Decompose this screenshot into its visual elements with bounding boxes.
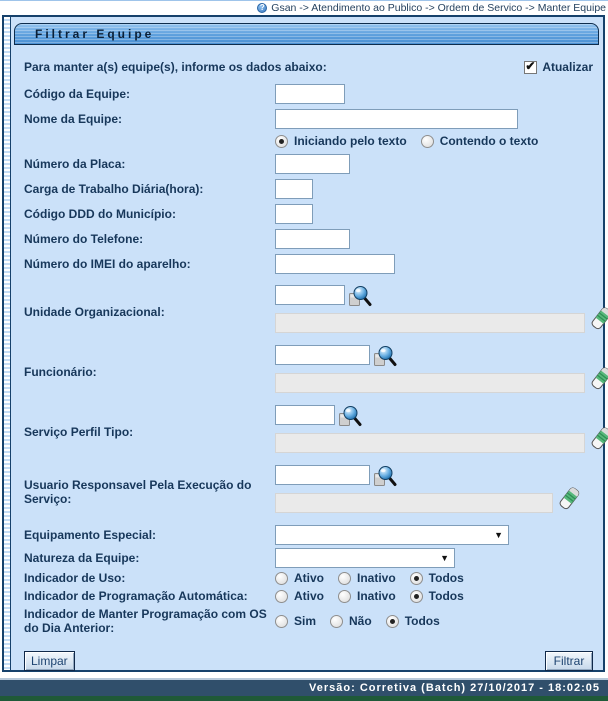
indicador-programacao-inativo-radio[interactable] [338, 590, 351, 603]
nome-match-radio-group [275, 134, 552, 148]
indicador-uso-ativo-label: Ativo [294, 571, 324, 585]
nome-equipe-label: Nome da Equipe: [24, 112, 123, 126]
servico-perfil-tipo-label: Serviço Perfil Tipo: [24, 424, 134, 439]
field-row-indicador-programacao [12, 589, 603, 603]
indicador-manter-nao-label: Não [349, 614, 372, 628]
servico-name-line [275, 433, 608, 458]
carga-trabalho-label: Carga de Trabalho Diária(hora): [24, 182, 204, 196]
field-row-numero-imei [12, 254, 603, 274]
indicador-manter-nao-radio[interactable] [330, 615, 343, 628]
servico-lookup-controls [275, 405, 608, 458]
indicador-programacao-label: Indicador de Programação Automática: [24, 589, 248, 603]
usuario-lookup-controls [275, 465, 581, 518]
field-row-servico-perfil-tipo [12, 405, 603, 458]
indicador-manter-todos-radio[interactable] [386, 615, 399, 628]
version-text: Versão: Corretiva (Batch) 27/10/2017 - 18:02:05 [309, 682, 600, 694]
codigo-ddd-input[interactable] [275, 204, 313, 224]
usuario-name-line [275, 493, 581, 518]
left-stripe-decoration [4, 17, 11, 670]
numero-placa-label: Número da Placa: [24, 157, 126, 171]
codigo-ddd-label: Código DDD do Município: [24, 207, 176, 221]
iniciando-pelo-texto-label: Iniciando pelo texto [294, 134, 407, 148]
indicador-manter-label: Indicador de Manter Programação com OS do Dia Anterior: [24, 607, 267, 635]
field-row-usuario-responsavel [12, 465, 603, 518]
indicador-programacao-todos-radio[interactable] [410, 590, 423, 603]
eraser-icon[interactable] [558, 486, 581, 511]
eraser-icon[interactable] [590, 366, 608, 391]
field-row-indicador-manter [12, 607, 603, 635]
indicador-programacao-todos-label: Todos [428, 589, 464, 603]
unidade-organizacional-code-input[interactable] [275, 285, 345, 305]
nome-equipe-input[interactable] [275, 109, 518, 129]
unidade-organizacional-label: Unidade Organizacional: [24, 304, 165, 319]
natureza-equipe-select[interactable] [275, 548, 455, 568]
indicador-programacao-ativo-radio[interactable] [275, 590, 288, 603]
equipamento-especial-label: Equipamento Especial: [24, 528, 157, 542]
search-icon[interactable] [373, 345, 397, 367]
indicador-programacao-radio-group [275, 589, 478, 603]
numero-telefone-label: Número do Telefone: [24, 232, 144, 246]
field-row-funcionario [12, 345, 603, 398]
servico-perfil-tipo-code-input[interactable] [275, 405, 335, 425]
unidade-lookup-controls [275, 285, 608, 338]
carga-trabalho-input[interactable] [275, 179, 313, 199]
funcionario-name-line [275, 373, 608, 398]
natureza-equipe-label: Natureza da Equipe: [24, 551, 140, 565]
button-row [12, 651, 603, 671]
indicador-uso-radio-group [275, 571, 478, 585]
field-row-numero-telefone [12, 229, 603, 249]
codigo-equipe-input[interactable] [275, 84, 345, 104]
dropdown-arrow-icon: ▼ [440, 553, 449, 563]
help-icon[interactable]: ? [257, 3, 267, 13]
unidade-name-line [275, 313, 608, 338]
intro-row [12, 60, 603, 74]
breadcrumb-bar [0, 0, 608, 14]
indicador-uso-label: Indicador de Uso: [24, 571, 126, 585]
usuario-responsavel-label: Usuario Responsavel Pela Execução do Serviço: [24, 477, 252, 506]
indicador-manter-todos-label: Todos [404, 614, 440, 628]
indicador-manter-radio-group [275, 614, 454, 628]
funcionario-lookup-controls [275, 345, 608, 398]
field-row-equipamento-especial [12, 525, 603, 545]
indicador-uso-ativo-radio[interactable] [275, 572, 288, 585]
search-icon[interactable] [338, 405, 362, 427]
numero-imei-input[interactable] [275, 254, 395, 274]
atualizar-group [524, 60, 593, 74]
indicador-manter-sim-label: Sim [294, 614, 317, 628]
search-icon[interactable] [373, 465, 397, 487]
dropdown-arrow-icon: ▼ [494, 530, 503, 540]
eraser-icon[interactable] [590, 426, 608, 451]
field-row-natureza-equipe [12, 548, 603, 568]
funcionario-code-input[interactable] [275, 345, 370, 365]
field-row-numero-placa [12, 154, 603, 174]
field-row-nome-equipe [12, 109, 603, 129]
indicador-uso-todos-radio[interactable] [410, 572, 423, 585]
titlebar [14, 23, 599, 45]
search-icon[interactable] [348, 285, 372, 307]
filter-form [12, 17, 603, 670]
usuario-responsavel-name-display [275, 493, 553, 513]
equipamento-especial-select[interactable] [275, 525, 509, 545]
indicador-uso-todos-label: Todos [428, 571, 464, 585]
indicador-uso-inativo-label: Inativo [357, 571, 396, 585]
indicador-programacao-ativo-label: Ativo [294, 589, 324, 603]
footer-version-bar [0, 678, 608, 696]
limpar-button[interactable]: Limpar [24, 651, 75, 671]
page-title: Filtrar Equipe [35, 27, 155, 41]
funcionario-code-line [275, 345, 608, 367]
filtrar-button[interactable]: Filtrar [545, 651, 593, 671]
breadcrumb: Gsan -> Atendimento ao Publico -> Ordem de Servico -> Manter Equipe [271, 1, 606, 14]
contendo-o-texto-label: Contendo o texto [439, 134, 539, 148]
check-icon: ✔ [525, 58, 536, 73]
atualizar-checkbox[interactable] [524, 58, 537, 74]
usuario-responsavel-code-input[interactable] [275, 465, 370, 485]
nome-match-row [12, 134, 603, 148]
indicador-programacao-inativo-label: Inativo [357, 589, 396, 603]
codigo-equipe-label: Código da Equipe: [24, 87, 130, 101]
field-row-carga-trabalho [12, 179, 603, 199]
contendo-o-texto-radio[interactable] [421, 135, 434, 148]
eraser-icon[interactable] [590, 306, 608, 331]
footer-green-strip [0, 696, 608, 701]
numero-telefone-input[interactable] [275, 229, 350, 249]
indicador-uso-inativo-radio[interactable] [338, 572, 351, 585]
funcionario-label: Funcionário: [24, 364, 97, 379]
atualizar-label: Atualizar [542, 60, 593, 74]
main-frame [2, 15, 605, 672]
unidade-code-line [275, 285, 608, 307]
usuario-code-line [275, 465, 581, 487]
field-row-codigo-ddd [12, 204, 603, 224]
servico-code-line [275, 405, 608, 427]
servico-perfil-tipo-name-display [275, 433, 585, 453]
field-row-indicador-uso [12, 571, 603, 585]
numero-imei-label: Número do IMEI do aparelho: [24, 257, 191, 271]
intro-text: Para manter a(s) equipe(s), informe os dados abaixo: [24, 60, 327, 74]
funcionario-name-display [275, 373, 585, 393]
unidade-organizacional-name-display [275, 313, 585, 333]
iniciando-pelo-texto-radio[interactable] [275, 135, 288, 148]
field-row-codigo-equipe [12, 84, 603, 104]
numero-placa-input[interactable] [275, 154, 350, 174]
field-row-unidade-organizacional [12, 285, 603, 338]
indicador-manter-sim-radio[interactable] [275, 615, 288, 628]
